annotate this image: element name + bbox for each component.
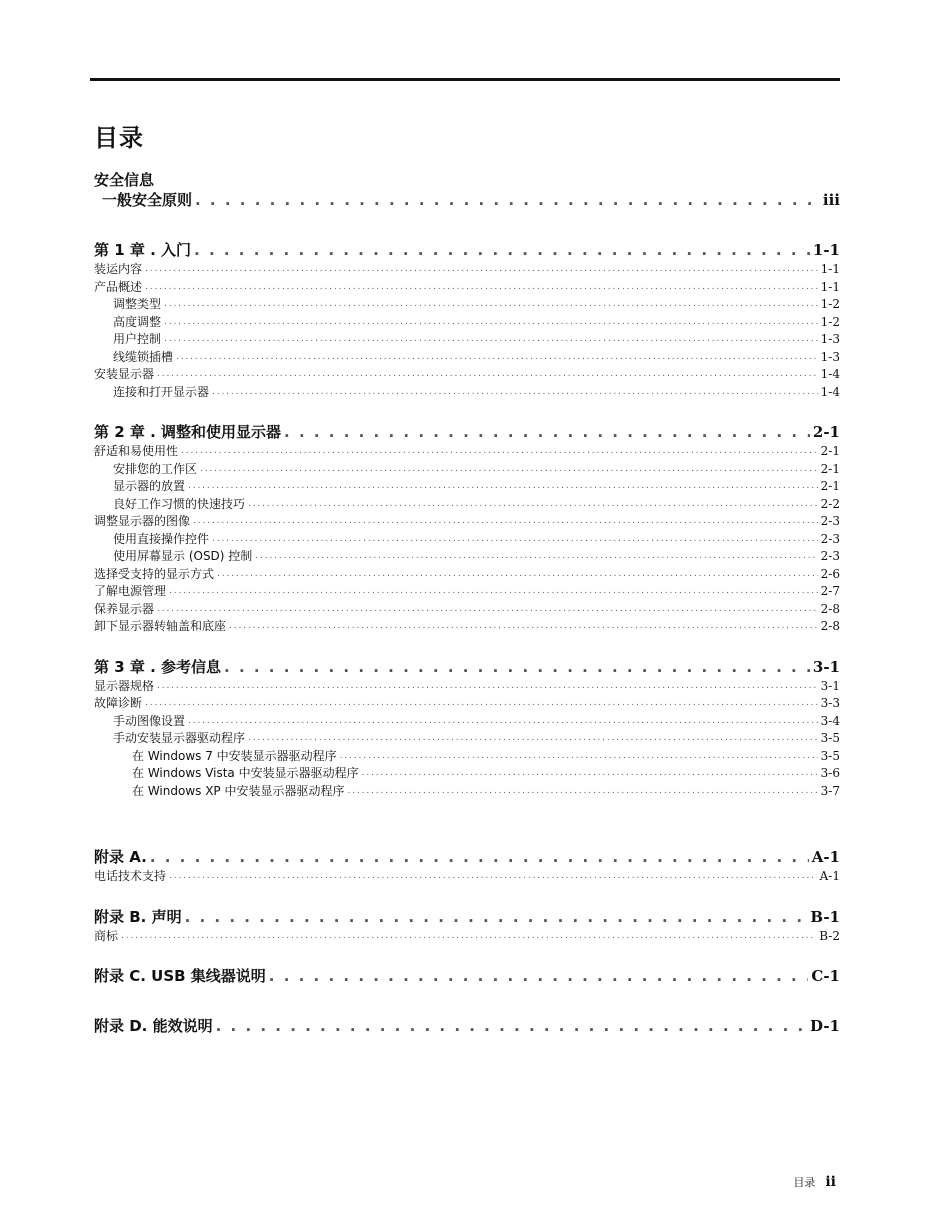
toc-entry-page: 3-3 (820, 696, 840, 710)
toc-entry-page: 3-1 (820, 678, 840, 693)
dot-leader (121, 927, 816, 945)
toc-entry-label: 手动图像设置 (113, 713, 186, 728)
dot-leader (229, 617, 818, 635)
toc-entry[interactable] (94, 582, 840, 600)
toc-entry[interactable] (94, 729, 840, 747)
dot-leader (181, 442, 818, 460)
toc-entry-label: 在 Windows Vista 中安装显示器驱动程序 (132, 766, 359, 780)
toc-entry[interactable] (94, 260, 840, 278)
dot-leader (157, 365, 818, 383)
toc-entry-page: 2-1 (820, 444, 840, 458)
toc-entry-page: 2-3 (820, 549, 840, 563)
toc-entry-label: 调整显示器的图像 (94, 514, 191, 528)
page-footer (793, 1174, 836, 1190)
toc-entry-label: 显示器规格 (94, 678, 155, 693)
dot-leader (193, 512, 818, 530)
dot-leader (169, 582, 818, 600)
toc-entry[interactable] (94, 712, 840, 730)
chapter-page: 1-1 (812, 241, 840, 259)
toc-entry-label: 一般安全原则 (102, 191, 193, 209)
toc-entry-label: 了解电源管理 (94, 584, 167, 598)
toc-entry[interactable] (94, 782, 840, 800)
footer-label: 目录 (793, 1176, 816, 1189)
toc-entry-page: 2-6 (820, 566, 840, 581)
toc-entry[interactable] (94, 867, 840, 885)
toc-entry[interactable] (94, 365, 840, 383)
dot-leader (195, 190, 820, 210)
toc-entry[interactable] (94, 383, 840, 401)
appendix-page: A-1 (811, 848, 840, 866)
toc-entry[interactable] (94, 530, 840, 548)
toc-entry[interactable] (94, 495, 840, 513)
dot-leader (212, 530, 818, 548)
toc-chapter-2[interactable] (94, 422, 840, 442)
toc-entry-label: 使用屏幕显示 (OSD) 控制 (113, 549, 253, 563)
toc-entry-page: 3-6 (820, 766, 840, 780)
toc-entry-label: 安排您的工作区 (113, 461, 198, 476)
toc-entry[interactable] (94, 278, 840, 296)
dot-leader (217, 565, 818, 583)
toc-entry-label: 高度调整 (113, 314, 162, 329)
toc-entry-label: 线缆锁插槽 (113, 349, 174, 364)
toc-entry-label: 调整类型 (113, 297, 162, 311)
toc-entry-label: 装运内容 (94, 262, 143, 276)
toc-entry-page: iii (822, 191, 840, 209)
chapter-title: 第 1 章 . 入门 (94, 241, 192, 259)
toc-entry[interactable] (94, 600, 840, 618)
toc-entry[interactable] (94, 694, 840, 712)
toc-entry-page: B-2 (819, 928, 840, 943)
toc-entry-page: 3-7 (820, 783, 840, 798)
dot-leader (164, 330, 818, 348)
dot-leader (188, 712, 818, 730)
toc-entry[interactable] (94, 617, 840, 635)
appendix-title: 附录 D. 能效说明 (94, 1017, 213, 1035)
toc-entry-general-safety[interactable] (94, 190, 840, 210)
toc-chapter-1[interactable] (94, 240, 840, 260)
appendix-title: 附录 C. USB 集线器说明 (94, 967, 266, 985)
toc-entry-label: 舒适和易使用性 (94, 444, 179, 458)
toc-entry-label: 在 Windows XP 中安装显示器驱动程序 (132, 783, 345, 798)
toc-entry-page: 2-7 (820, 584, 840, 598)
dot-leader (176, 348, 818, 366)
toc-entry-label: 手动安装显示器驱动程序 (113, 731, 246, 745)
toc-entry-label: 显示器的放置 (113, 479, 186, 493)
toc-entry-page: 2-8 (820, 601, 840, 616)
chapter-page: 3-1 (812, 657, 840, 676)
toc-entry[interactable] (94, 313, 840, 331)
dot-leader (248, 729, 818, 747)
dot-leader (164, 313, 818, 331)
toc-entry-page: 1-3 (820, 332, 840, 346)
toc-entry[interactable] (94, 927, 840, 945)
toc-entry-page: 2-3 (820, 514, 840, 528)
toc-entry[interactable] (94, 295, 840, 313)
dot-leader (362, 764, 818, 782)
toc-entry-label: 安装显示器 (94, 367, 155, 381)
appendix-page: D-1 (810, 1017, 840, 1035)
toc-entry-page: 3-4 (820, 713, 840, 728)
page-title: 目录 (94, 124, 144, 152)
safety-heading: 安全信息 (94, 171, 155, 189)
dot-leader (145, 278, 818, 296)
table-of-contents (94, 170, 840, 1036)
toc-entry-page: 1-1 (820, 262, 840, 276)
toc-appendix-c[interactable] (94, 966, 840, 986)
toc-entry-label: 在 Windows 7 中安装显示器驱动程序 (132, 748, 337, 763)
dot-leader (164, 295, 818, 313)
toc-entry-page: 1-1 (820, 279, 840, 294)
appendix-title: 附录 B. 声明 (94, 907, 182, 926)
toc-entry-page: 2-1 (820, 461, 840, 476)
toc-appendix-b[interactable] (94, 907, 840, 927)
toc-entry[interactable] (94, 764, 840, 782)
toc-entry[interactable] (94, 677, 840, 695)
toc-entry-label: 用户控制 (113, 332, 162, 346)
footer-page-number: ii (825, 1174, 836, 1190)
top-rule (90, 78, 840, 81)
dot-leader (157, 677, 818, 695)
toc-entry-label: 使用直接操作控件 (113, 531, 210, 546)
toc-entry[interactable] (94, 330, 840, 348)
toc-appendix-d[interactable] (94, 1016, 840, 1036)
toc-entry-label: 良好工作习惯的快速技巧 (113, 496, 246, 511)
dot-leader (224, 657, 810, 677)
toc-entry-page: 1-4 (820, 384, 840, 399)
toc-entry-label: 连接和打开显示器 (113, 384, 210, 399)
toc-entry-page: 2-1 (820, 479, 840, 493)
dot-leader (255, 547, 817, 565)
toc-entry-label: 产品概述 (94, 279, 143, 294)
toc-entry[interactable] (94, 512, 840, 530)
chapter-title: 第 2 章 . 调整和使用显示器 (94, 423, 282, 441)
toc-entry[interactable] (94, 477, 840, 495)
toc-entry-label: 卸下显示器转轴盖和底座 (94, 619, 227, 633)
toc-entry[interactable] (94, 348, 840, 366)
toc-appendix-a[interactable] (94, 847, 840, 867)
toc-entry-page: 2-3 (820, 531, 840, 546)
appendix-page: B-1 (810, 907, 840, 926)
toc-entry-page: 2-2 (820, 496, 840, 511)
chapter-page: 2-1 (812, 423, 840, 441)
toc-entry-label: 故障诊断 (94, 696, 143, 710)
toc-entry-label: 电话技术支持 (94, 869, 167, 883)
appendix-page: C-1 (811, 967, 840, 985)
toc-entry-page: 1-3 (820, 349, 840, 364)
toc-entry-page: A-1 (819, 869, 840, 883)
toc-entry[interactable] (94, 565, 840, 583)
toc-entry-page: 1-2 (820, 314, 840, 329)
toc-entry-label: 商标 (94, 928, 119, 943)
toc-entry-page: 2-8 (820, 619, 840, 633)
dot-leader (188, 477, 818, 495)
dot-leader (185, 907, 808, 927)
dot-leader (248, 495, 818, 513)
appendix-title: 附录 A. (94, 848, 147, 866)
dot-leader (284, 422, 810, 442)
toc-entry[interactable] (94, 460, 840, 478)
toc-entry[interactable] (94, 442, 840, 460)
toc-chapter-3[interactable] (94, 657, 840, 677)
dot-leader (269, 966, 809, 986)
toc-entry-page: 3-5 (820, 748, 840, 763)
dot-leader (200, 460, 818, 478)
toc-entry-page: 1-4 (820, 367, 840, 381)
toc-entry-label: 选择受支持的显示方式 (94, 566, 215, 581)
dot-leader (145, 694, 818, 712)
toc-entry-label: 保养显示器 (94, 601, 155, 616)
dot-leader (340, 747, 818, 765)
toc-entry[interactable] (94, 747, 840, 765)
dot-leader (216, 1016, 807, 1036)
toc-entry[interactable] (94, 547, 840, 565)
dot-leader (347, 782, 817, 800)
dot-leader (145, 260, 818, 278)
chapter-title: 第 3 章 . 参考信息 (94, 657, 222, 676)
dot-leader (212, 383, 818, 401)
dot-leader (150, 847, 809, 867)
dot-leader (157, 600, 818, 618)
toc-entry-page: 3-5 (820, 731, 840, 745)
dot-leader (194, 240, 810, 260)
toc-entry-page: 1-2 (820, 297, 840, 311)
dot-leader (169, 867, 817, 885)
